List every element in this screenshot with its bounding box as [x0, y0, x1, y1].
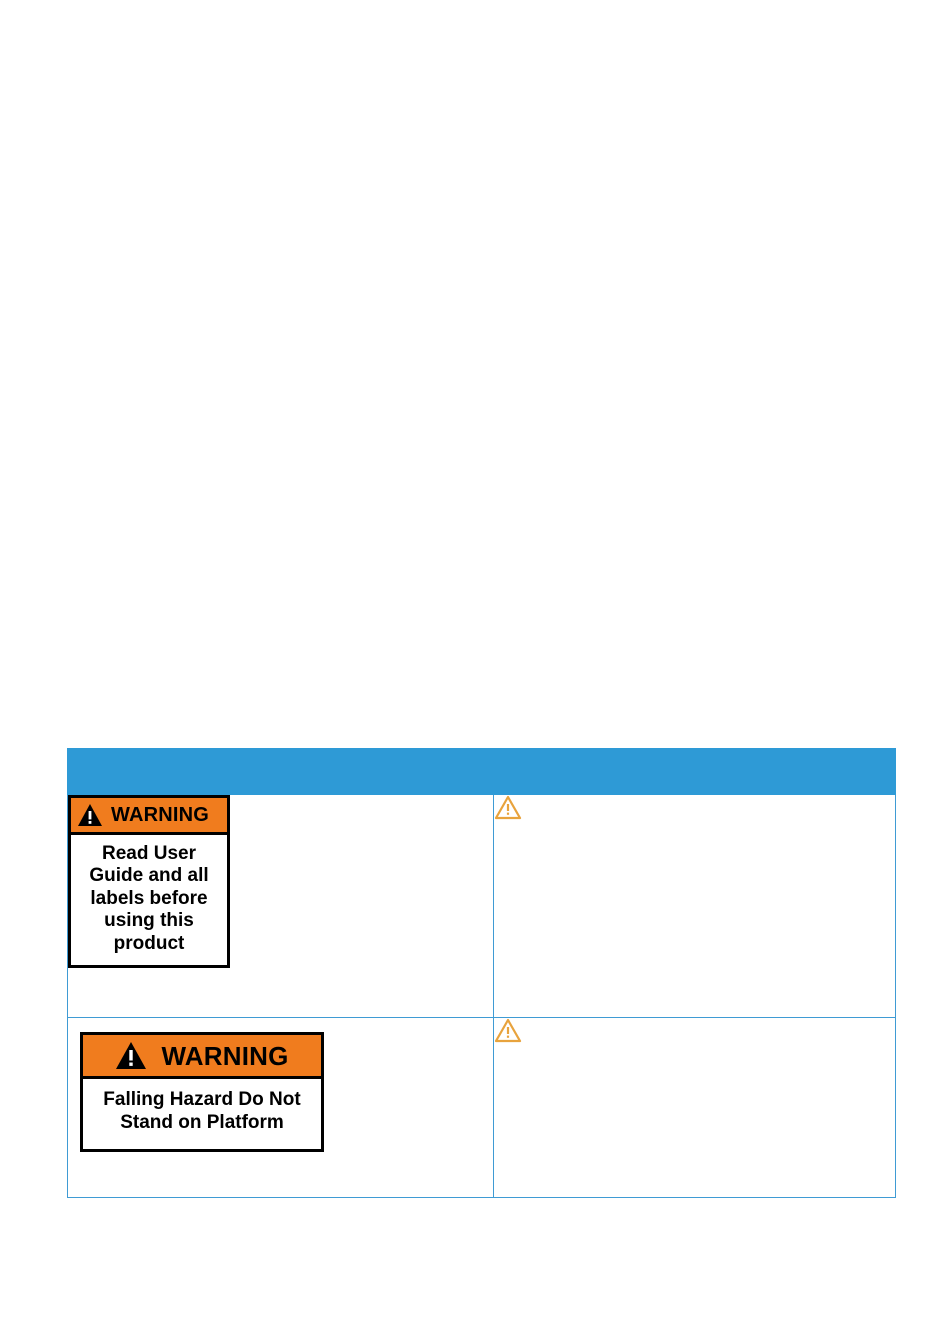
warning-triangle-icon	[77, 803, 103, 827]
table-header-cell-description	[494, 749, 896, 795]
table-header-row	[68, 749, 896, 795]
warning-label-falling-hazard	[80, 1032, 324, 1152]
warning-signal-word: WARNING	[161, 1040, 289, 1071]
table-cell-label-1	[68, 795, 494, 1018]
caution-triangle-icon	[494, 1018, 522, 1043]
table-cell-description-1	[494, 795, 896, 1018]
warning-label-header	[71, 798, 227, 835]
warning-label-message: Falling Hazard Do Not Stand on Platform	[103, 1089, 301, 1133]
table-row	[68, 1018, 896, 1198]
table-cell-description-2	[494, 1018, 896, 1198]
table-cell-label-2	[68, 1018, 494, 1198]
caution-triangle-icon	[494, 795, 522, 820]
safety-labels-table	[67, 748, 896, 1198]
table-row	[68, 795, 896, 1018]
warning-label-header	[83, 1035, 321, 1079]
warning-triangle-icon	[115, 1041, 147, 1070]
warning-signal-word: WARNING	[111, 804, 210, 826]
table-header-cell-label	[68, 749, 494, 795]
warning-label-message: Read User Guide and all labels before using this product	[89, 843, 209, 954]
warning-label-read-user-guide	[68, 795, 230, 968]
